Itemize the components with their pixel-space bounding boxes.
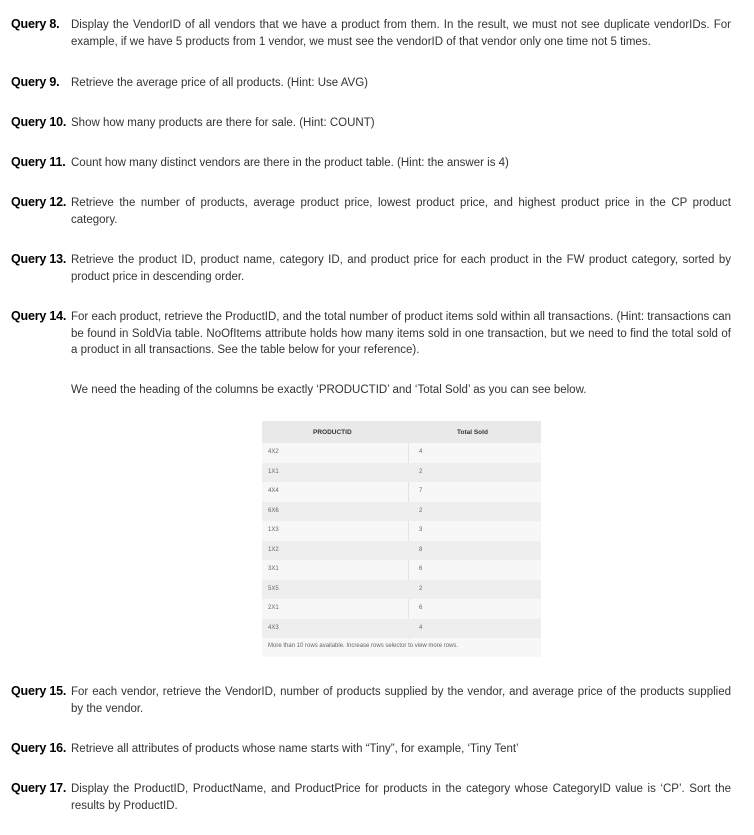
cell-total-sold: 2 [419,507,423,514]
query-label: Query 14. [11,309,67,323]
table-footer-note: More than 10 rows available. Increase rows selector to view more rows. [268,643,459,649]
query-label: Query 13. [11,252,67,266]
query-label: Query 9. [11,75,60,89]
cell-productid: 1X1 [268,468,279,475]
query-text: Retrieve the product ID, product name, category ID, and product price for each product in the FW product category, sorted by product price in descending order. [71,254,731,283]
header-total-sold: Total Sold [457,429,488,436]
table-row [262,619,541,639]
table-row [262,502,541,522]
cell-total-sold: 6 [419,605,423,611]
cell-total-sold: 4 [419,624,423,631]
table-row [262,580,541,600]
query-text: Display the VendorID of all vendors that we have a product from them. In the result, we must not see duplicate vendorIDs. For example, if we have 5 products from 1 vendor, we must see the vendorID of that vendor only one time not 5 times. [71,19,731,48]
query-label: Query 11. [11,155,66,169]
cell-productid: 4X2 [268,449,279,455]
query-text: Count how many distinct vendors are there in the product table. (Hint: the answer is 4) [71,157,509,169]
query-label: Query 17. [11,781,67,795]
cell-productid: 4X4 [268,488,279,494]
cell-total-sold: 3 [419,527,423,533]
table-row [262,482,541,502]
query-text: For each vendor, retrieve the VendorID, number of products supplied by the vendor, and average price of the products supplied by the vendor. [71,686,731,715]
query-text: Retrieve all attributes of products whose name starts with “Tiny”, for example, ‘Tiny Tent’ [71,743,519,755]
query-text: Retrieve the average price of all products. (Hint: Use AVG) [71,77,369,89]
query-text: Display the ProductID, ProductName, and ProductPrice for products in the category whose CategoryID value is ‘CP’. Sort the results by ProductID. [71,783,731,812]
cell-total-sold: 2 [419,468,423,475]
cell-productid: 6X6 [268,507,279,514]
header-productid: PRODUCTID [313,429,352,436]
cell-total-sold: 6 [419,566,423,572]
query-label: Query 10. [11,115,67,129]
cell-total-sold: 8 [419,546,423,553]
result-table [262,421,541,657]
cell-productid: 3X1 [268,566,279,572]
table-header [262,421,541,443]
cell-total-sold: 2 [419,585,423,592]
table-row [262,560,541,580]
query-text: Retrieve the number of products, average product price, lowest product price, and highest product price in the CP product category. [71,197,731,226]
table-row [262,521,541,541]
cell-total-sold: 7 [419,488,423,494]
query-text: Show how many products are there for sale. (Hint: COUNT) [71,117,375,129]
cell-productid: 4X3 [268,624,279,631]
cell-productid: 2X1 [268,605,279,611]
query-label: Query 8. [11,17,60,31]
table-row [262,463,541,483]
cell-productid: 5X5 [268,585,279,592]
table-row [262,599,541,619]
cell-productid: 1X3 [268,527,279,533]
query-label: Query 12. [11,195,67,209]
query-text: For each product, retrieve the ProductID, and the total number of product items sold within all transactions. (Hint: transactions can be found in SoldVia table. NoOfItems attribute holds how many items sold in one transaction, but we need to find the total sold of a product in all transactions. See the table below for your reference). [71,311,731,356]
column-heading-note: We need the heading of the columns be exactly ‘PRODUCTID’ and ‘Total Sold’ as you can see below. [71,384,587,396]
query-label: Query 16. [11,741,67,755]
cell-total-sold: 4 [419,449,423,455]
cell-productid: 1X2 [268,546,279,553]
table-row [262,443,541,463]
table-row [262,541,541,561]
query-label: Query 15. [11,684,67,698]
